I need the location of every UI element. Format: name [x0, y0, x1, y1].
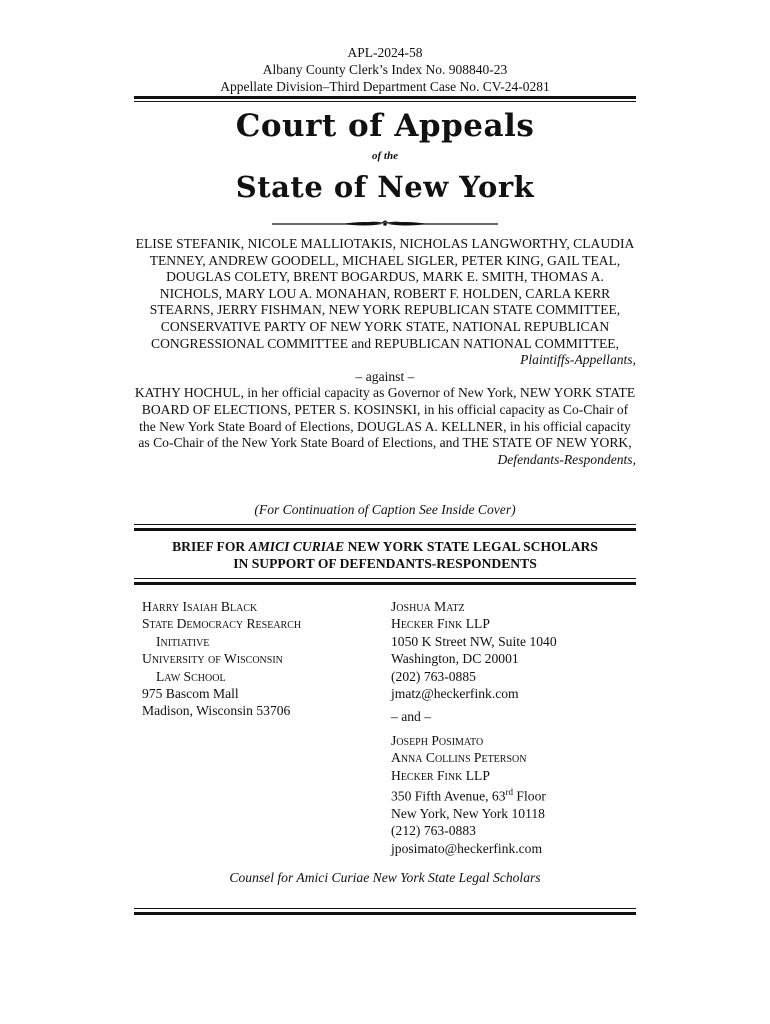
- counsel-name: Joseph Posimato: [391, 732, 484, 748]
- brief-title: [134, 538, 636, 572]
- docket-number: APL-2024-58: [347, 45, 423, 60]
- and-separator: – and –: [391, 709, 432, 725]
- counsel-firm-suffix: LLP: [462, 767, 490, 783]
- counsel-org-cont: Initiative: [156, 633, 210, 649]
- counsel-firm: Hecker Fink: [391, 616, 463, 632]
- title-rule-thin: [134, 578, 636, 579]
- counsel-phone: (212) 763-0883: [391, 823, 476, 839]
- defendants-role: Defendants-Respondents,: [497, 451, 636, 467]
- counsel-city: Washington, DC 20001: [391, 651, 519, 667]
- state-name: State of New York: [235, 170, 535, 204]
- counsel-university-cont: Law School: [156, 668, 226, 684]
- caption-rule-thick: [134, 528, 636, 531]
- index-number: Albany County Clerk’s Index No. 908840-23: [262, 62, 508, 77]
- counsel-right-block: [391, 598, 636, 857]
- counsel-firm-suffix: LLP: [462, 616, 490, 632]
- of-the-label: of the: [372, 150, 398, 162]
- ornament-divider: [272, 220, 498, 228]
- counsel-university: University of Wisconsin: [142, 651, 283, 667]
- counsel-left-block: [142, 598, 372, 720]
- case-caption: [134, 236, 636, 468]
- court-name: Court of Appeals: [235, 108, 535, 144]
- footer-rule-thin: [134, 908, 636, 909]
- counsel-street: [391, 784, 636, 805]
- counsel-email: jmatz@heckerfink.com: [391, 686, 519, 702]
- ordinal-suffix: rd: [505, 787, 514, 798]
- appellate-case-number: Appellate Division–Third Department Case No. CV-24-0281: [220, 79, 550, 94]
- counsel-city: New York, New York 10118: [391, 806, 545, 821]
- counsel-name: Anna Collins Peterson: [391, 750, 527, 766]
- street-floor: Floor: [513, 788, 546, 804]
- defendants-list: KATHY HOCHUL, in her official capacity as Governor of New York, NEW YORK STATE BOARD OF ELECTIONS, PETER S. KOSINSKI, in his official capacity as Co-Chair of the New York State Board of Elections, DOUGLAS A. KELLNER, in his official capacity as Co-Chair of the New York State Board of Elections, and THE STATE OF NEW YORK,: [134, 385, 636, 451]
- against-label: – against –: [355, 368, 415, 384]
- plaintiffs-role: Plaintiffs-Appellants,: [520, 352, 636, 368]
- counsel-phone: (202) 763-0885: [391, 668, 476, 684]
- header-rule-thick: [134, 96, 636, 99]
- counsel-street: 1050 K Street NW, Suite 1040: [391, 633, 557, 649]
- title-rule-thick: [134, 582, 636, 585]
- docket-header: [0, 44, 770, 95]
- counsel-email: jposimato@heckerfink.com: [391, 840, 543, 856]
- counsel-name: Joshua Matz: [391, 599, 465, 614]
- counsel-name: Harry Isaiah Black: [142, 599, 258, 614]
- footer-rule-thick: [134, 912, 636, 915]
- plaintiffs-list: ELISE STEFANIK, NICOLE MALLIOTAKIS, NICHOLAS LANGWORTHY, CLAUDIA TENNEY, ANDREW GOODELL, MICHAEL SIGLER, PETER KING, GAIL TEAL, DOUGLAS COLETY, BRENT BOGARDUS, MARK E. SMITH, THOMAS A. NICHOLS, MARY LOU A. MONAHAN, ROBERT F. HOLDEN, CARLA KERR STEARNS, JERRY FISHMAN, NEW YORK REPUBLICAN STATE COMMITTEE, CONSERVATIVE PARTY OF NEW YORK STATE, NATIONAL REPUBLICAN CONGRESSIONAL COMMITTEE and REPUBLICAN NATIONAL COMMITTEE,: [135, 236, 635, 351]
- caption-rule-thin: [134, 524, 636, 525]
- brief-title-line2: IN SUPPORT OF DEFENDANTS-RESPONDENTS: [233, 556, 537, 571]
- counsel-street: 975 Bascom Mall: [142, 686, 239, 702]
- header-rule-thin: [134, 101, 636, 102]
- brief-title-amici: AMICI CURIAE: [248, 539, 345, 554]
- caption-continuation-note: (For Continuation of Caption See Inside Cover): [254, 502, 516, 517]
- brief-title-prefix: BRIEF FOR: [172, 539, 249, 554]
- counsel-firm: Hecker Fink: [391, 767, 463, 783]
- counsel-for-line: Counsel for Amici Curiae New York State Legal Scholars: [229, 870, 541, 885]
- counsel-org: State Democracy Research: [142, 616, 302, 632]
- brief-title-rest: NEW YORK STATE LEGAL SCHOLARS: [344, 539, 598, 554]
- counsel-city: Madison, Wisconsin 53706: [142, 703, 291, 719]
- street-number: 350 Fifth Avenue, 63: [391, 788, 506, 804]
